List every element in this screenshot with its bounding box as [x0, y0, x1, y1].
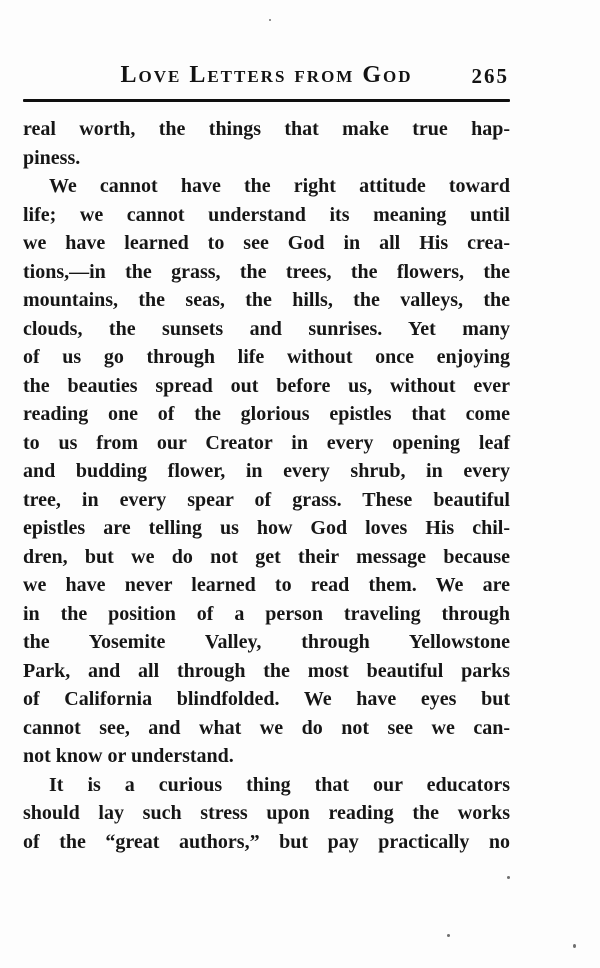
text-line: in the position of a person traveling through [23, 602, 510, 625]
text-line: we have never learned to read them. We are [23, 574, 510, 596]
text-line: piness. [23, 146, 81, 169]
text-line: reading one of the glorious epistles that come [23, 403, 510, 425]
text-line: of California blindfolded. We have eyes but [23, 688, 510, 710]
text-line: and budding flower, in every shrub, in every [23, 460, 510, 482]
scan-speck [447, 934, 450, 937]
text-line: life; we cannot understand its meaning until [23, 203, 510, 226]
text-line: clouds, the sunsets and sunrises. Yet many [23, 317, 510, 340]
header-row [23, 62, 510, 94]
text-line: we have learned to see God in all His crea- [23, 232, 510, 254]
text-line: tree, in every spear of grass. These beautiful [23, 488, 510, 511]
scan-speck [507, 876, 510, 879]
header-rule [23, 99, 510, 102]
text-line: dren, but we do not get their message because [23, 545, 510, 568]
text-line: epistles are telling us how God loves His chil- [23, 517, 510, 539]
page-header [23, 62, 510, 102]
text-line: the Yosemite Valley, through Yellowstone [23, 631, 510, 653]
text-line: of the “great authors,” but pay practically no [23, 830, 510, 853]
body-text [23, 115, 510, 856]
text-line: tions,—in the grass, the trees, the flowers, the [23, 260, 510, 283]
text-line: not know or understand. [23, 745, 234, 767]
page-content [23, 62, 510, 856]
text-line: It is a curious thing that our educators [49, 773, 510, 796]
text-line: of us go through life without once enjoying [23, 346, 510, 368]
text-line: should lay such stress upon reading the works [23, 802, 510, 824]
text-line: real worth, the things that make true hap- [23, 118, 510, 140]
text-line: the beauties spread out before us, without ever [23, 374, 510, 397]
text-line: mountains, the seas, the hills, the valleys, the [23, 289, 510, 311]
text-line: cannot see, and what we do not see we can- [23, 716, 510, 739]
page-number: 265 [471, 64, 509, 88]
text-line: to us from our Creator in every opening leaf [23, 431, 510, 454]
text-line: We cannot have the right attitude toward [49, 175, 510, 197]
text-line: Park, and all through the most beautiful parks [23, 659, 510, 682]
running-head-title: Love Letters from God [120, 62, 413, 88]
scan-speck [269, 19, 271, 21]
scan-speck [573, 944, 576, 948]
